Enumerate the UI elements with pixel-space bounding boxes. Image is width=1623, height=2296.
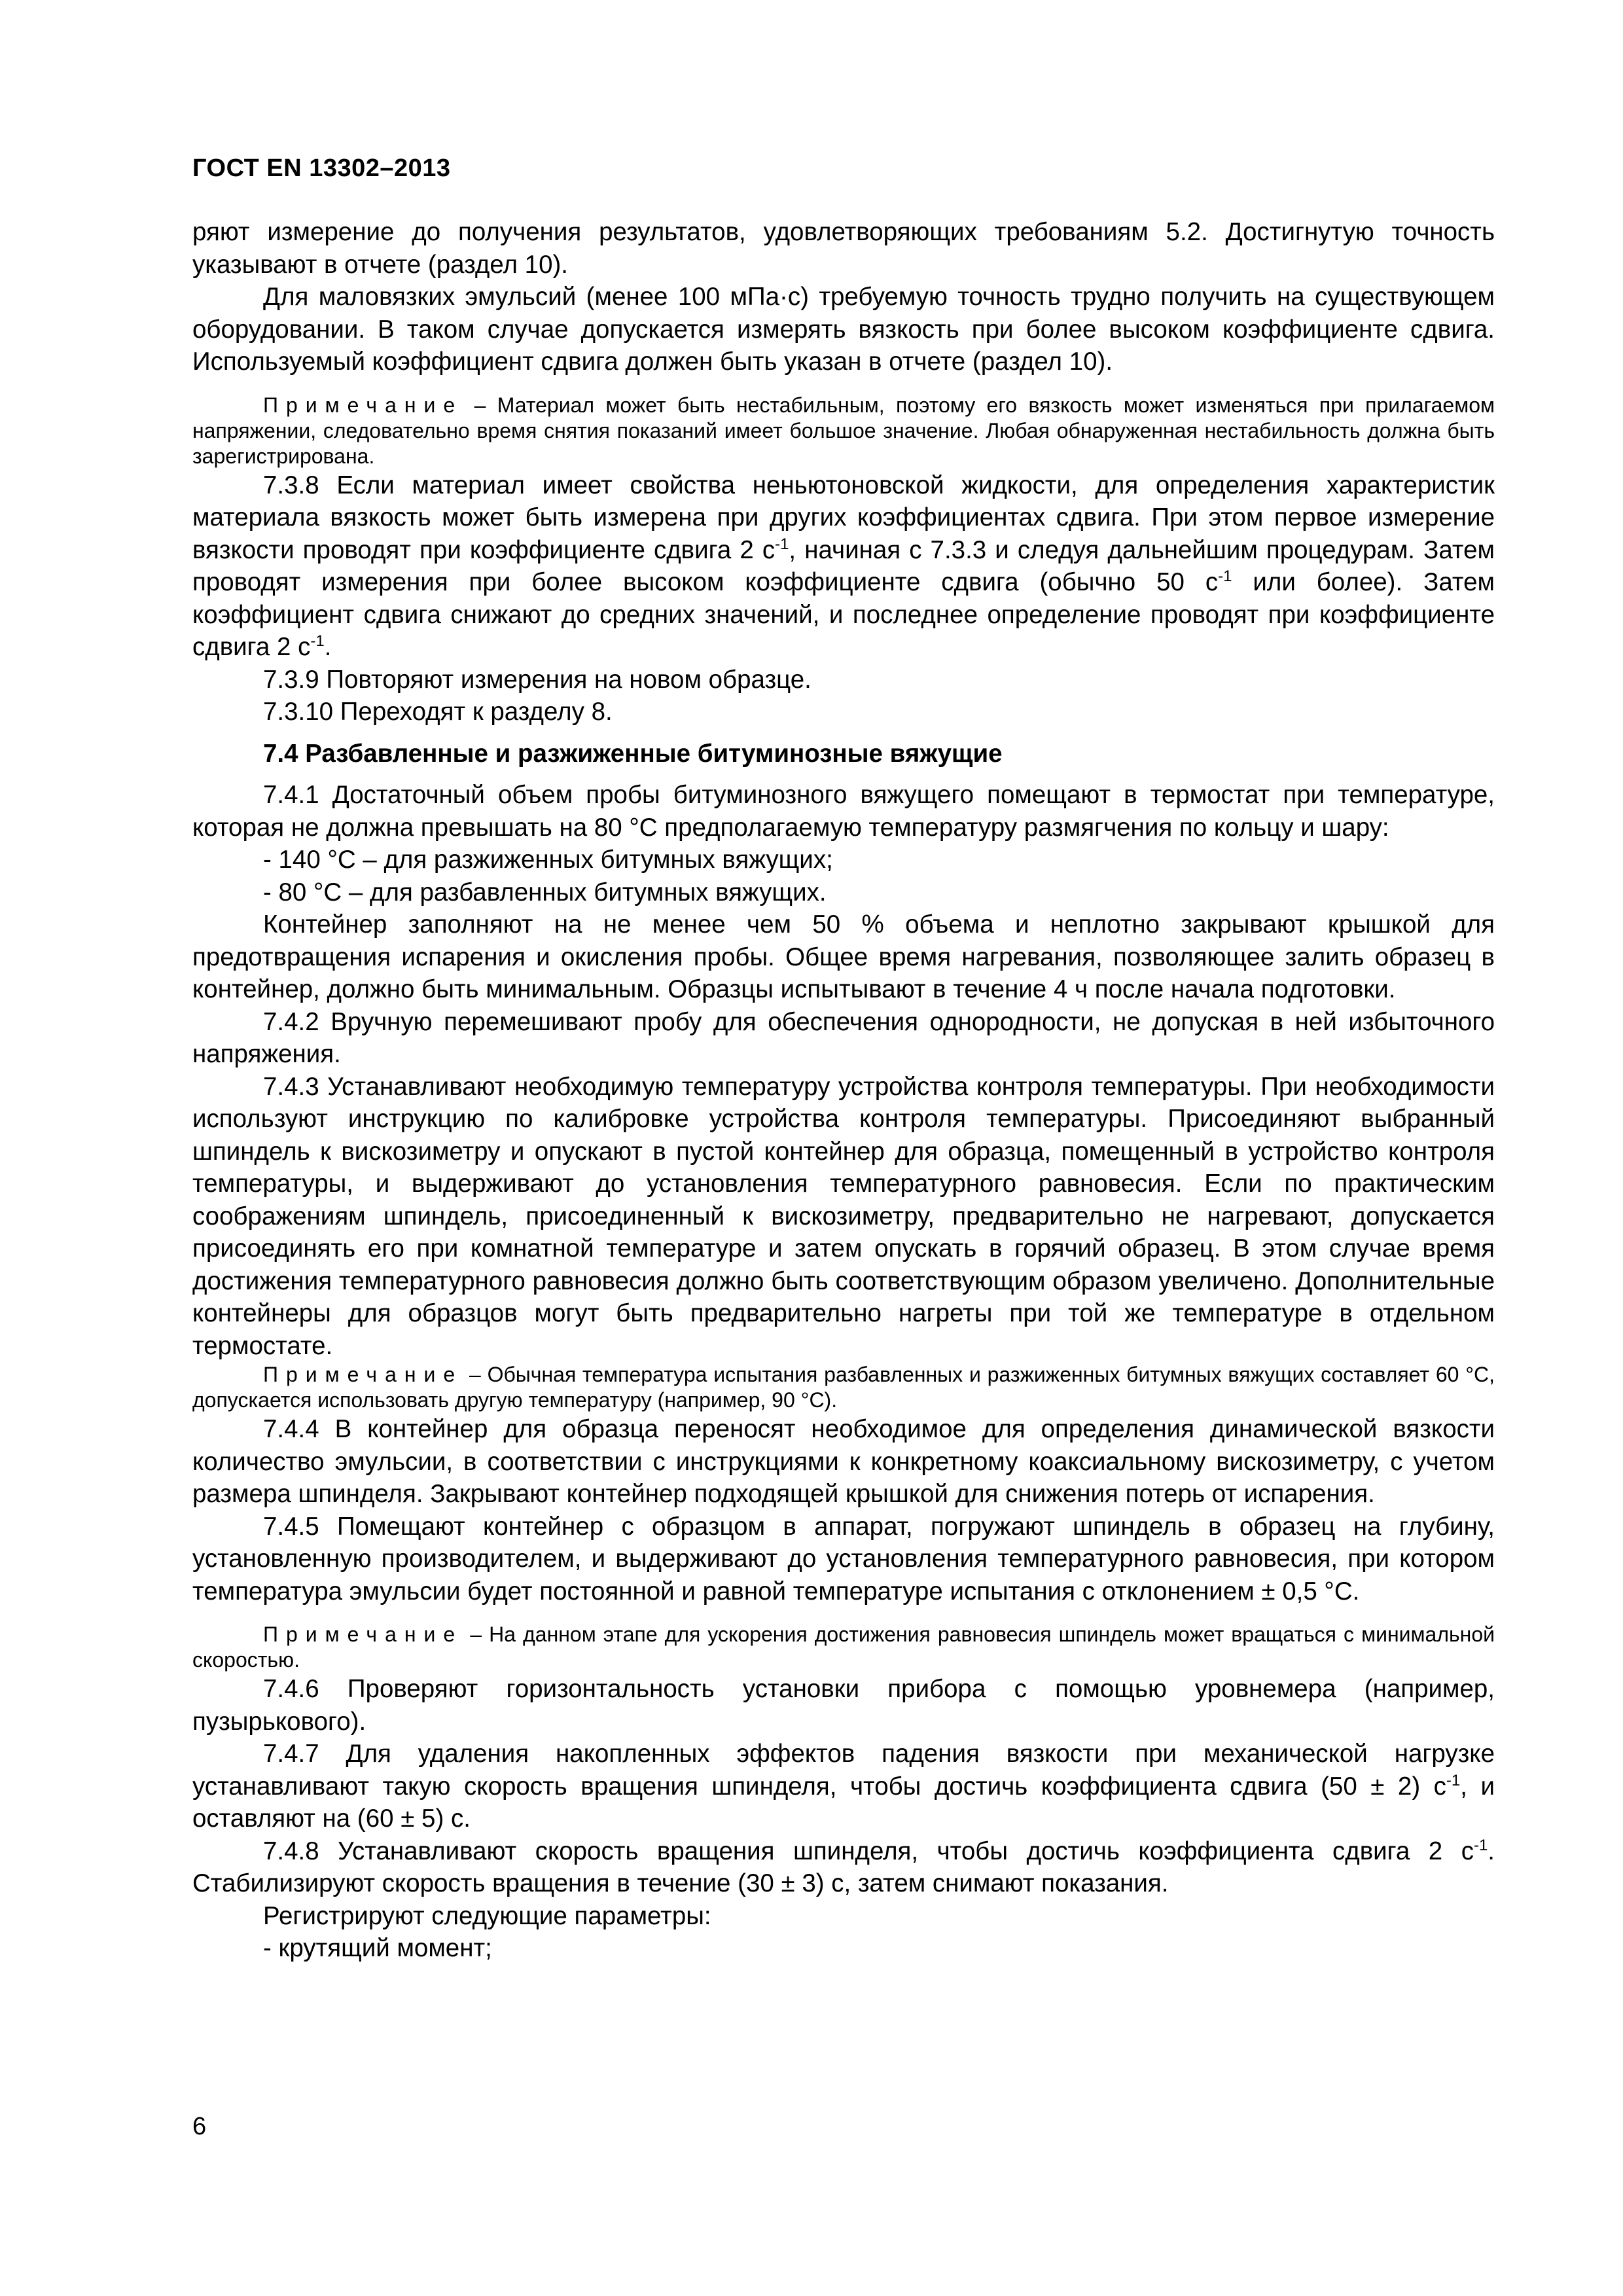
paragraph-register: Регистрируют следующие параметры:	[263, 1901, 711, 1930]
paragraph-7-4-7	[192, 1738, 1495, 1835]
paragraph-7-3-10: 7.3.10 Переходят к разделу 8.	[263, 698, 613, 726]
page-number: 6	[192, 2113, 207, 2140]
note-1	[192, 393, 1495, 469]
paragraph-continuation: ряют измерение до получения результатов, удовлетворяющих требованиям 5.2. Достигнутую точность указывают в отчете (раздел 10).	[192, 218, 1495, 279]
paragraph-7-4-8	[192, 1835, 1495, 1900]
paragraph-7-3-8	[192, 469, 1495, 664]
note-label: Примечание	[263, 393, 463, 417]
p738-part-c: или более). Затем коэффициент сдвига снижают до средних значений, и последнее определение проводят при коэффициенте сдвига 2 с	[192, 568, 1495, 661]
paragraph-7-4-2: 7.4.2 Вручную перемешивают пробу для обеспечения однородности, не допуская в ней избыточного напряжения.	[192, 1007, 1495, 1068]
paragraph-7-4-5: 7.4.5 Помещают контейнер с образцом в аппарат, погружают шпиндель в образец на глубину, установленную производителем, и выдерживают до установления температурного равновесия, при котором температура эмульсии будет постоянной и равной температуре испытания с отклонением ± 0,5 °С.	[192, 1512, 1495, 1605]
note-3	[192, 1622, 1495, 1673]
p747-part-a: 7.4.7 Для удаления накопленных эффектов падения вязкости при механической нагрузке устанавливают такую скорость вращения шпинделя, чтобы достичь коэффициента сдвига (50 ± 2) с	[192, 1740, 1495, 1801]
paragraph-7-4-1: 7.4.1 Достаточный объем пробы битуминозного вяжущего помещают в термостат при температуре, которая не должна превышать на 80 °С предполагаемую температуру размягчения по кольцу и шару:	[192, 781, 1495, 842]
paragraph-container-fill: Контейнер заполняют на не менее чем 50 % объема и неплотно закрывают крышкой для предотвращения испарения и окисления пробы. Общее время нагревания, позволяющее залить образец в контейнер, должно быть минимальным. Образцы испытывают в течение 4 ч после начала подготовки.	[192, 910, 1495, 1003]
paragraph-low-viscosity: Для маловязких эмульсий (менее 100 мПа·с) требуемую точность трудно получить на существующем оборудовании. В таком случае допускается измерять вязкость при более высоком коэффициенте сдвига. Используемый коэффициент сдвига должен быть указан в отчете (раздел 10).	[192, 283, 1495, 376]
p748-part-b: . Стабилизируют скорость вращения в течение (30 ± 3) с, затем снимают показания.	[192, 1837, 1495, 1897]
p747-part-b: , и оставляют на (60 ± 5) с.	[192, 1772, 1495, 1833]
page-body	[192, 216, 1495, 1965]
p738-part-a: 7.3.8 Если материал имеет свойства неньютоновской жидкости, для определения характеристик материала вязкость может быть измерена при других коэффициентах сдвига. При этом первое измерение вязкости проводят при коэффициенте сдвига 2 с	[192, 471, 1495, 564]
p738-part-d: .	[324, 633, 332, 661]
superscript: -1	[775, 535, 789, 553]
p748-part-a: 7.4.8 Устанавливают скорость вращения шпинделя, чтобы достичь коэффициента сдвига 2 с	[263, 1837, 1474, 1865]
note-label: Примечание	[263, 1623, 463, 1646]
superscript: -1	[310, 632, 325, 651]
note-text: – Обычная температура испытания разбавленных и разжиженных битумных вяжущих составляет 60 °С, допускается использовать другую температуру (например, 90 °С).	[192, 1363, 1495, 1412]
list-item: - 140 °С – для разжиженных битумных вяжущих;	[263, 846, 833, 874]
p738-part-b: , начиная с 7.3.3 и следуя дальнейшим процедурам. Затем проводят измерения при более высоком коэффициенте сдвига (обычно 50 с	[192, 535, 1495, 596]
paragraph-7-4-4: 7.4.4 В контейнер для образца переносят необходимое для определения динамической вязкости количество эмульсии, в соответствии с инструкциями к конкретному коаксиальному вискозиметру, с учетом размера шпинделя. Закрывают контейнер подходящей крышкой для снижения потерь от испарения.	[192, 1415, 1495, 1508]
note-text: – Материал может быть нестабильным, поэтому его вязкость может изменяться при прилагаемом напряжении, следовательно время снятия показаний имеет большое значение. Любая обнаруженная нестабильность должна быть зарегистрирована.	[192, 393, 1495, 468]
section-heading-7-4: 7.4 Разбавленные и разжиженные битуминозные вяжущие	[263, 739, 1003, 768]
superscript: -1	[1218, 567, 1232, 586]
note-label: Примечание	[263, 1363, 463, 1386]
note-2	[192, 1362, 1495, 1413]
document-header: ГОСТ EN 13302–2013	[192, 154, 451, 182]
list-item: - 80 °С – для разбавленных битумных вяжущих.	[263, 878, 827, 906]
paragraph-7-4-3: 7.4.3 Устанавливают необходимую температуру устройства контроля температуры. При необходимости используют инструкцию по калибровке устройства контроля температуры. Присоединяют выбранный шпиндель к вискозиметру и опускают в пустой контейнер для образца, помещенный в устройство контроля температуры, и выдерживают до установления температурного равновесия. Если по практическим соображениям шпиндель, присоединенный к вискозиметру, предварительно не нагревают, допускается присоединять его при комнатной температуре и затем опускать в горячий образец. В этом случае время достижения температурного равновесия должно быть соответствующим образом увеличено. Дополнительные контейнеры для образцов могут быть предварительно нагреты при той же температуре в отдельном термостате.	[192, 1072, 1495, 1360]
list-item: - крутящий момент;	[263, 1934, 492, 1962]
paragraph-7-4-6: 7.4.6 Проверяют горизонтальность установки прибора с помощью уровнемера (например, пузырькового).	[192, 1675, 1495, 1736]
paragraph-7-3-9: 7.3.9 Повторяют измерения на новом образце.	[263, 665, 812, 694]
note-text: – На данном этапе для ускорения достижения равновесия шпиндель может вращаться с минимальной скоростью.	[192, 1623, 1495, 1672]
superscript: -1	[1446, 1771, 1461, 1789]
superscript: -1	[1473, 1836, 1488, 1854]
